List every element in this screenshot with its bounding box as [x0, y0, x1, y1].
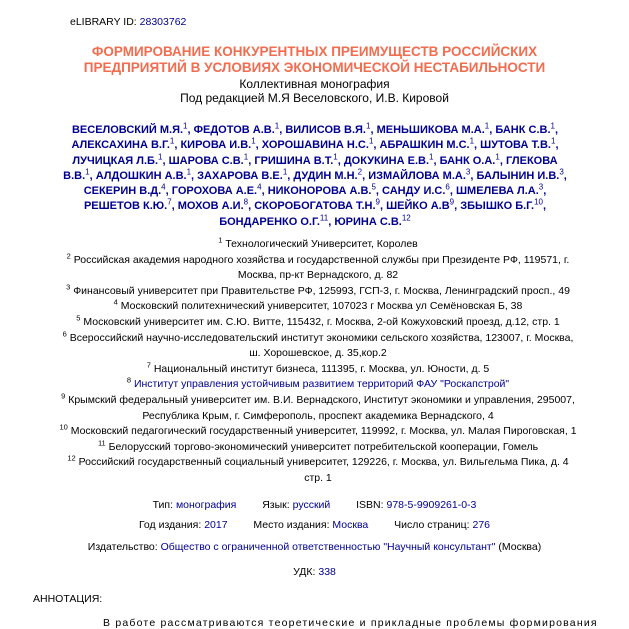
author-affiliation-number: 1: [333, 151, 338, 161]
author-affiliation-number: 6: [445, 182, 450, 192]
publisher-city: (Москва): [498, 541, 542, 553]
author-link[interactable]: ШУТОВА Т.В.: [480, 139, 551, 152]
affiliation-organization[interactable]: Технологический Университет, Королев: [225, 238, 418, 250]
affiliation-organization[interactable]: Белорусский торгово-экономический университет потребительской кооперации, Гомель: [108, 440, 539, 453]
year-value[interactable]: 2017: [204, 519, 228, 531]
author-link[interactable]: САНДУ И.С.: [382, 185, 446, 198]
publisher-value[interactable]: Общество с ограниченной ответственностью "Научный консультант": [160, 541, 496, 553]
affiliation-item: [58, 284, 578, 300]
affiliation-item: [58, 237, 578, 253]
publication-title-line2: ПРЕДПРИЯТИЙ В УСЛОВИЯХ ЭКОНОМИЧЕСКОЙ НЕСТАБИЛЬНОСТИ: [83, 60, 546, 75]
meta-row-1: [0, 499, 629, 511]
affiliation-number: 2: [66, 251, 71, 261]
affiliations-list: [58, 237, 578, 487]
author-link[interactable]: АЛЕКСАХИНА В.Г.: [71, 139, 170, 152]
author-link[interactable]: ГОРОХОВА А.Е.: [171, 185, 258, 198]
author-affiliation-number: 1: [551, 136, 556, 146]
author-affiliation-number: 1: [429, 151, 434, 161]
author-affiliation-number: 1: [243, 151, 249, 161]
author-link[interactable]: КИРОВА И.В.: [180, 139, 252, 152]
type-value[interactable]: монография: [175, 499, 237, 511]
author-affiliation-number: 1: [495, 151, 500, 161]
elibrary-id: [70, 16, 186, 28]
affiliation-number: 7: [146, 360, 151, 370]
author-affiliation-number: 1: [282, 167, 288, 177]
affiliation-item: [58, 315, 578, 331]
author-link[interactable]: РЕШЕТОВ К.Ю.: [83, 200, 168, 213]
annotation-heading: АННОТАЦИЯ:: [33, 593, 103, 605]
affiliation-number: 11: [97, 438, 106, 448]
publication-subtitle: Коллективная монография: [239, 77, 390, 91]
pages-value[interactable]: 276: [472, 519, 491, 531]
author-link[interactable]: СЕКЕРИН В.Д.: [83, 185, 162, 198]
author-link[interactable]: ЗАХАРОВА В.Е.: [197, 169, 283, 182]
author-affiliation-number: 1: [368, 136, 374, 146]
place-value[interactable]: Москва: [332, 519, 369, 531]
author-affiliation-number: 1: [484, 121, 490, 131]
meta-row-publisher: [0, 541, 629, 553]
author-affiliation-number: 1: [366, 121, 371, 131]
isbn-label: ISBN:: [356, 499, 384, 511]
affiliation-organization[interactable]: Московский педагогический государственный университет, 119992, г. Москва, ул. Малая Пироговская, 1: [70, 425, 577, 438]
author-affiliation-number: 1: [251, 136, 256, 146]
meta-row-2: [0, 519, 629, 531]
affiliation-number: 4: [113, 297, 118, 307]
author-link[interactable]: БАЛЫНИН И.В.: [476, 169, 560, 182]
udk-label: УДК:: [293, 566, 316, 578]
author-link[interactable]: ЮРИНА С.В.: [334, 215, 402, 228]
author-link[interactable]: БАНК С.В.: [495, 124, 551, 136]
author-link[interactable]: МОХОВ А.И.: [177, 200, 244, 213]
place-label: Место издания:: [253, 519, 330, 531]
publisher-label: Издательство:: [87, 541, 158, 553]
author-link[interactable]: ГЛЕКОВА В.В.: [63, 154, 558, 182]
author-affiliation-number: 7: [167, 197, 172, 207]
author-affiliation-number: 1: [550, 121, 555, 131]
author-affiliation-number: 5: [371, 182, 376, 192]
author-link[interactable]: ФЕДОТОВ А.В.: [193, 124, 275, 136]
author-affiliation-number: 1: [469, 136, 475, 146]
affiliation-item: [58, 440, 578, 456]
author-link[interactable]: ВИЛИСОВ В.Я.: [285, 124, 366, 136]
elibrary-id-label: eLIBRARY ID:: [70, 16, 137, 28]
publication-title-line1: ФОРМИРОВАНИЕ КОНКУРЕНТНЫХ ПРЕИМУЩЕСТВ РОССИЙСКИХ: [91, 44, 538, 59]
author-link[interactable]: ШАРОВА С.В.: [168, 154, 244, 167]
affiliation-item: [58, 253, 578, 284]
author-link[interactable]: ШЕЙКО А.В: [386, 200, 450, 213]
author-affiliation-number: 3: [538, 182, 544, 192]
affiliation-item: [58, 362, 578, 378]
affiliation-organization[interactable]: Российский государственный социальный университет, 129226, г. Москва, ул. Вильгельма Пика, д. 4 стр. 1: [78, 456, 569, 484]
author-link[interactable]: ЛУЧИЦКАЯ Л.Б.: [72, 154, 159, 167]
author-affiliation-number: 8: [243, 197, 249, 207]
year-label: Год издания:: [138, 519, 202, 531]
author-affiliation-number: 10: [534, 197, 543, 207]
author-affiliation-number: 12: [401, 213, 411, 223]
author-affiliation-number: 1: [158, 151, 163, 161]
affiliation-number: 10: [59, 422, 68, 432]
affiliation-item: [58, 377, 578, 393]
type-label: Тип:: [152, 499, 174, 511]
author-link[interactable]: БАНК О.А.: [439, 154, 496, 167]
author-link[interactable]: ДУДИН М.Н.: [293, 169, 358, 182]
affiliation-item: [58, 393, 578, 424]
publication-editors: Под редакцией М.Я Веселовского, И.В. Кировой: [180, 91, 449, 105]
affiliation-number: 12: [67, 453, 76, 463]
author-link[interactable]: ДОКУКИНА Е.В.: [343, 154, 430, 167]
author-affiliation-number: 11: [319, 213, 329, 223]
author-link[interactable]: ГРИШИНА В.Т.: [254, 154, 334, 167]
author-affiliation-number: 9: [375, 197, 380, 207]
author-link[interactable]: АБРАШКИН М.С.: [379, 139, 470, 152]
affiliation-organization[interactable]: Всероссийский научно-исследовательский институт экономики сельского хозяйства, 123007, г. Москва, ш. Хорошевское, д. 35,кор.2: [69, 331, 574, 360]
author-affiliation-number: 1: [274, 121, 280, 131]
author-affiliation-number: 2: [357, 167, 363, 177]
affiliation-number: 3: [66, 282, 71, 292]
affiliation-number: 6: [62, 329, 67, 339]
affiliation-organization[interactable]: Московский университет им. С.Ю. Витте, 115432, г. Москва, 2-ой Кожуховский проезд, д.12, стр. 1: [83, 315, 560, 328]
affiliation-number: 1: [218, 235, 223, 245]
author-link[interactable]: ВЕСЕЛОВСКИЙ М.Я.: [71, 124, 184, 136]
affiliation-item: [58, 424, 578, 440]
author-affiliation-number: 4: [161, 182, 166, 192]
author-link[interactable]: СКОРОБОГАТОВА Т.Н.: [254, 200, 376, 213]
author-affiliation-number: 3: [559, 167, 564, 177]
affiliation-number: 5: [76, 313, 81, 323]
language-value[interactable]: русский: [292, 499, 331, 511]
author-affiliation-number: 1: [183, 121, 188, 131]
affiliation-organization[interactable]: Московский политехнический университет, 107023 г Москва ул Семёновская Б, 38: [120, 300, 523, 313]
affiliation-number: 9: [61, 391, 66, 401]
author-affiliation-number: 1: [186, 167, 192, 177]
pages-label: Число страниц:: [394, 519, 470, 531]
author-link[interactable]: ЗБЫШКО Б.Г.: [460, 200, 535, 213]
affiliation-item: [58, 455, 578, 486]
isbn-value[interactable]: 978-5-9909261-0-3: [386, 499, 477, 511]
meta-row-udk: [0, 566, 629, 578]
affiliation-item: [58, 331, 578, 362]
author-link[interactable]: ИЗМАЙЛОВА М.А.: [368, 169, 466, 182]
udk-value[interactable]: 338: [318, 566, 336, 578]
author-affiliation-number: 3: [465, 167, 471, 177]
author-link[interactable]: АЛДОШКИН А.В.: [95, 169, 187, 182]
author-affiliation-number: 1: [169, 136, 175, 146]
author-affiliation-number: 1: [85, 167, 90, 177]
authors-list: ВЕСЕЛОВСКИЙ М.Я.$^1$, ФЕДОТОВ А.В.$^1$, ВИЛИСОВ В.Я.$^1$, МЕНЬШИКОВА М.А.$^1$, БАНК С.В.$^1$, АЛЕКСАХИНА В.Г.$^1$, КИРОВА И.В.$^1$, ХОРОШАВИНА Н.С.$^1$, АБРАШКИН М.С.$^1$, ШУТОВА Т.В.$^1$, ЛУЧИЦКАЯ Л.Б.$^1$, ШАРОВА С.В.$^1$, ГРИШИНА В.Т.$^1$, ДОКУКИНА Е.В.$^1$, БАНК О.А.$^1$, ГЛЕКОВА В.В.$^1$, АЛДОШКИН А.В.$^1$, ЗАХАРОВА В.Е.$^1$, ДУДИН М.Н.$^2$, ИЗМАЙЛОВА М.А.$^3$, БАЛЫНИН И.В.$^3$, СЕКЕРИН В.Д.$^4$, ГОРОХОВА А.Е.$^4$, НИКОНОРОВА А.В.$^5$, САНДУ И.С.$^6$, ШМЕЛЕВА Л.А.$^3$, РЕШЕТОВ К.Ю.$^7$, МОХОВ А.И.$^8$, СКОРОБОГАТОВА Т.Н.$^9$, ШЕЙКО $А.В^9$, ЗБЫШКО Б.Г.$^{10}$, БОНДАРЕНКО О.Г.$^{11}$, ЮРИНА С.В.$^{12}$: [63, 121, 567, 228]
language-label: Язык:: [262, 499, 290, 511]
author-link[interactable]: МЕНЬШИКОВА М.А.: [376, 124, 485, 136]
author-link[interactable]: БОНДАРЕНКО О.Г.: [219, 215, 320, 228]
affiliation-organization[interactable]: Национальный институт бизнеса, 111395, г. Москва, ул. Юности, д. 5: [153, 362, 490, 375]
author-link[interactable]: НИКОНОРОВА А.В.: [267, 185, 372, 198]
affiliation-organization[interactable]: Крымский федеральный университет им. В.И. Вернадского, Институт экономики и управления, 295007, Республика Крым, г. Симферополь, проспект академика Вернадского, 4: [68, 393, 575, 422]
affiliation-organization[interactable]: Финансовый университет при Правительстве РФ, 125993, ГСП-3, г. Москва, Ленинградский просп., 49: [73, 284, 570, 297]
affiliation-organization[interactable]: Российская академия народного хозяйства и государственной службы при Президенте РФ, 119571, г. Москва, пр-кт Вернадского, д. 82: [73, 253, 570, 282]
author-affiliation-number: 9: [449, 197, 455, 207]
author-link[interactable]: ХОРОШАВИНА Н.С.: [261, 139, 369, 152]
author-link[interactable]: ШМЕЛЕВА Л.А.: [456, 185, 539, 198]
elibrary-id-value: 28303762: [139, 16, 187, 28]
author-affiliation-number: 4: [257, 182, 262, 192]
abstract-text: В работе рассматриваются теоретические и прикладные проблемы формирования: [103, 617, 598, 629]
affiliation-item: [58, 299, 578, 315]
affiliation-number: 8: [126, 375, 132, 385]
affiliation-organization[interactable]: Институт управления устойчивым развитием территорий ФАУ "Роскапстрой": [133, 378, 510, 391]
